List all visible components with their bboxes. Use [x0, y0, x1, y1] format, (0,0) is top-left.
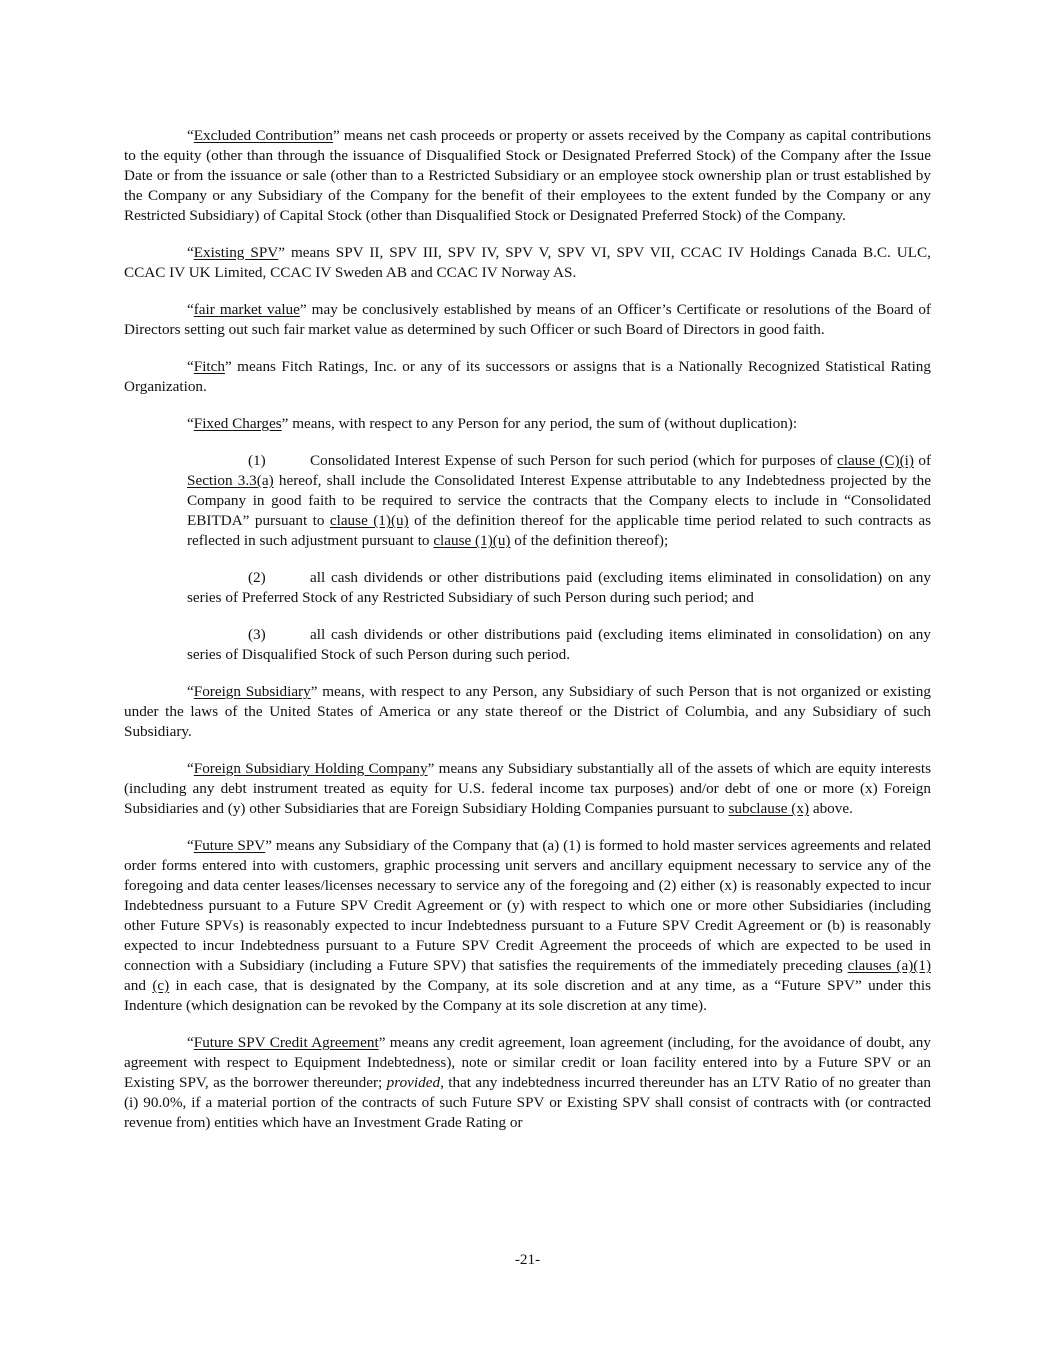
emphasis-provided: provided — [386, 1074, 441, 1091]
definition-fitch: “Fitch” means Fitch Ratings, Inc. or any of its successors or assigns that is a Nationally Recognized Statistical Rating Organization. — [124, 358, 931, 395]
definition-text: means net cash proceeds or property or assets received by the Company as capital contributions to the equity (other than through the issuance of Disqualified Stock or Designated Preferred Stock) of the Company after the Issue Date or from the issuance or sale (other than to a Restricted Subsidiary or an employee stock ownership plan or trust established by the Company or any Subsidiary of the Company for the benefit of their employees to the extent funded by the Company or any Restricted Subsidiary) of Capital Stock (other than Disqualified Stock or Designated Preferred Stock) of the Company. — [124, 127, 931, 224]
clause-text: Consolidated Interest Expense of such Person for such period (which for purposes of — [310, 452, 838, 469]
defined-term: Fixed Charges — [193, 415, 282, 432]
cross-reference: Section 3.3(a) — [187, 472, 274, 489]
definition-text: above. — [809, 800, 853, 817]
definition-text: may be conclusively established by means of an Officer’s Certificate or resolutions of the Board of Directors setting out such fair market value as determined by such Officer or such Board of Directors in good faith. — [124, 301, 931, 338]
clause-number: (2) — [248, 569, 266, 586]
document-page — [124, 126, 931, 1150]
defined-term: Future SPV — [193, 837, 266, 854]
fixed-charges-clause-2 — [187, 568, 931, 608]
cross-reference: (c) — [152, 977, 170, 994]
definition-existing-spv: “Existing SPV” means SPV II, SPV III, SPV IV, SPV V, SPV VI, SPV VII, CCAC IV Holdings Canada B.C. ULC, CCAC IV UK Limited, CCAC IV Sweden AB and CCAC IV Norway AS. — [124, 244, 931, 281]
definition-text: , that any indebtedness incurred thereunder has an LTV Ratio of no greater than (i) 90.0%, if a material portion of the contracts of such Future SPV or Existing SPV shall consist of contracts with (or contracted revenue from) entities which have an Investment Grade Rating or — [124, 1074, 931, 1131]
defined-term: Future SPV Credit Agreement — [193, 1034, 379, 1051]
definition-text: means any Subsidiary of the Company that (a) (1) is formed to hold master services agreements and related order forms entered into with customers, graphic processing unit servers and ancillary equipment necessary to service any of the foregoing and data center leases/licenses necessary to service any of the foregoing and (2) either (x) is reasonably expected to incur Indebtedness pursuant to a Future SPV Credit Agreement or (y) with respect to which one or more other Subsidiaries (including other Future SPVs) is reasonably expected to incur Indebtedness pursuant to a Future SPV Credit Agreement or (b) is reasonably expected to incur Indebtedness pursuant to a Future SPV Credit Agreement the proceeds of which are expected to be used in connection with a Subsidiary (including a Future SPV) that satisfies the requirements of the immediately preceding — [124, 837, 931, 974]
definition-text: in each case, that is designated by the Company, at its sole discretion and at any time, as a “Future SPV” under this Indenture (which designation can be revoked by the Company at its sole discretion at any time). — [124, 977, 931, 1014]
definition-excluded-contribution: “Excluded Contribution” means net cash proceeds or property or assets received by the Company as capital contributions to the equity (other than through the issuance of Disqualified Stock or Designated Preferred Stock) of the Company after the Issue Date or from the issuance or sale (other than to a Restricted Subsidiary or an employee stock ownership plan or trust established by the Company or any Subsidiary of the Company for the benefit of their employees to the extent funded by the Company or any Restricted Subsidiary) of Capital Stock (other than Disqualified Stock or Designated Preferred Stock) of the Company. — [124, 127, 931, 224]
cross-reference: clause (1)(u) — [433, 532, 511, 549]
definition-text: means, with respect to any Person for any period, the sum of (without duplication): — [288, 415, 798, 432]
clause-text: all cash dividends or other distributions paid (excluding items eliminated in consolidation) on any series of Preferred Stock of any Restricted Subsidiary of such Person during such period; and — [187, 569, 931, 606]
cross-reference: clause (C)(i) — [837, 452, 914, 469]
fixed-charges-clause-3 — [187, 625, 931, 665]
definition-text: means Fitch Ratings, Inc. or any of its successors or assigns that is a Nationally Recognized Statistical Rating Organization. — [124, 358, 931, 395]
defined-term: fair market value — [193, 301, 300, 318]
defined-term: Fitch — [193, 358, 225, 375]
cross-reference: clauses (a)(1) — [847, 957, 931, 974]
definition-foreign-subsidiary: “Foreign Subsidiary” means, with respect to any Person, any Subsidiary of such Person that is not organized or existing under the laws of the United States of America or any state thereof or the District of Columbia, and any Subsidiary of such Subsidiary. — [124, 683, 931, 740]
defined-term: Existing SPV — [193, 244, 279, 261]
page-number: -21- — [514, 1251, 541, 1268]
definition-text: means, with respect to any Person, any Subsidiary of such Person that is not organized or existing under the laws of the United States of America or any state thereof or the District of Columbia, and any Subsidiary of such Subsidiary. — [124, 683, 931, 740]
clause-text: of — [913, 452, 932, 469]
cross-reference: subclause (x) — [728, 800, 810, 817]
definition-foreign-subsidiary-holding-company: “Foreign Subsidiary Holding Company” means any Subsidiary substantially all of the assets of which are equity interests (including any debt instrument treated as equity for U.S. federal income tax purposes) and/or debt of one or more (x) Foreign Subsidiaries and (y) other Subsidiaries that are Foreign Subsidiary Holding Companies pursuant to subclause (x) above. — [124, 760, 931, 817]
clause-text: all cash dividends or other distributions paid (excluding items eliminated in consolidation) on any series of Disqualified Stock of such Person during such period. — [187, 626, 931, 663]
definition-text: means SPV II, SPV III, SPV IV, SPV V, SPV VI, SPV VII, CCAC IV Holdings Canada B.C. ULC, CCAC IV UK Limited, CCAC IV Sweden AB and CCAC IV Norway AS. — [124, 244, 931, 281]
fixed-charges-clause-1 — [187, 451, 931, 551]
clause-number: (3) — [248, 626, 266, 643]
clause-text: hereof, shall include the Consolidated Interest Expense attributable to any Indebtedness projected by the Company in good faith to be required to service the contracts that the Company elects to include in “Consolidated EBITDA” pursuant to — [187, 472, 931, 529]
clause-text: of the definition thereof for the applicable time period related to such contracts as reflected in such adjustment pursuant to — [187, 512, 931, 549]
definition-fair-market-value: “fair market value” may be conclusively established by means of an Officer’s Certificate or resolutions of the Board of Directors setting out such fair market value as determined by such Officer or such Board of Directors in good faith. — [124, 301, 931, 338]
clause-text: of the definition thereof); — [510, 532, 669, 549]
cross-reference: clause (1)(u) — [329, 512, 409, 529]
definition-fixed-charges: “Fixed Charges” means, with respect to any Person for any period, the sum of (without duplication): — [187, 415, 798, 432]
definition-text: means any credit agreement, loan agreement (including, for the avoidance of doubt, any agreement with respect to Equipment Indebtedness), note or similar credit or loan facility entered into by a Future SPV or an Existing SPV, as the borrower thereunder; — [124, 1034, 931, 1091]
defined-term: Foreign Subsidiary — [193, 683, 311, 700]
defined-term: Excluded Contribution — [193, 127, 333, 144]
definition-future-spv-credit-agreement: “Future SPV Credit Agreement” means any credit agreement, loan agreement (including, for the avoidance of doubt, any agreement with respect to Equipment Indebtedness), note or similar credit or loan facility entered into by a Future SPV or an Existing SPV, as the borrower thereunder; provided, that any indebtedness incurred thereunder has an LTV Ratio of no greater than (i) 90.0%, if a material portion of the contracts of such Future SPV or Existing SPV shall consist of contracts with (or contracted revenue from) entities which have an Investment Grade Rating or — [124, 1034, 931, 1131]
definition-future-spv: “Future SPV” means any Subsidiary of the Company that (a) (1) is formed to hold master services agreements and related order forms entered into with customers, graphic processing unit servers and ancillary equipment necessary to service any of the foregoing and data center leases/licenses necessary to service any of the foregoing and (2) either (x) is reasonably expected to incur Indebtedness pursuant to a Future SPV Credit Agreement or (y) with respect to which one or more other Subsidiaries (including other Future SPVs) is reasonably expected to incur Indebtedness pursuant to a Future SPV Credit Agreement or (b) is reasonably expected to incur Indebtedness pursuant to a Future SPV Credit Agreement the proceeds of which are expected to be used in connection with a Subsidiary (including a Future SPV) that satisfies the requirements of the immediately preceding clauses (a)(1) and (c) in each case, that is designated by the Company, at its sole discretion and at any time, as a “Future SPV” under this Indenture (which designation can be revoked by the Company at its sole discretion at any time). — [124, 837, 931, 1014]
clause-number: (1) — [248, 452, 266, 469]
defined-term: Foreign Subsidiary Holding Company — [193, 760, 428, 777]
definition-text: means any Subsidiary substantially all of the assets of which are equity interests (including any debt instrument treated as equity for U.S. federal income tax purposes) and/or debt of one or more (x) Foreign Subsidiaries and (y) other Subsidiaries that are Foreign Subsidiary Holding Companies pursuant to — [124, 760, 931, 817]
definition-text: and — [124, 977, 153, 994]
